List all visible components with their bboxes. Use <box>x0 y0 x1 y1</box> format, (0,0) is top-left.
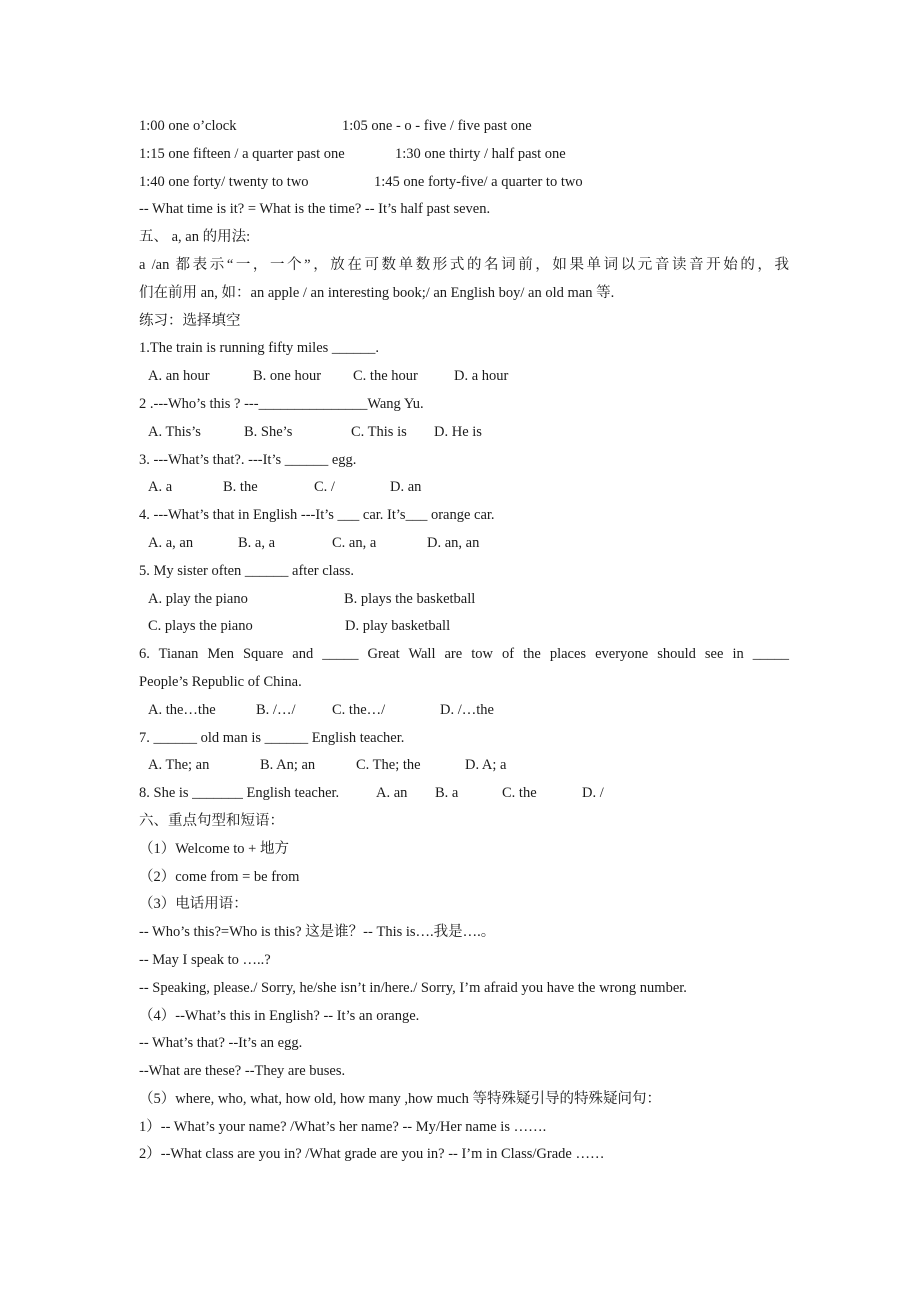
exercise-title: 练习：选择填空 <box>139 312 241 329</box>
question-1: 1.The train is running fifty miles ______. <box>139 340 380 357</box>
question-2: 2 .---Who’s this ? ---_______________Wang Yu. <box>139 395 424 412</box>
question-6-line-1: 6. Tianan Men Square and _____ Great Wall are tow of the places everyone should see in _____ <box>139 646 789 663</box>
option-b: B. An; an <box>260 757 316 774</box>
question-4: 4. ---What’s that in English ---It’s ___ car. It’s___ orange car. <box>139 507 495 524</box>
option-d: D. play basketball <box>345 618 451 635</box>
option-b: B. the <box>223 479 258 496</box>
option-a: A. a <box>148 479 173 496</box>
option-c: C. the hour <box>353 368 418 385</box>
option-d: D. He is <box>434 423 482 440</box>
phrase-line: 2）--What class are you in? /What grade are you in? -- I’m in Class/Grade …… <box>139 1146 605 1163</box>
question-3: 3. ---What’s that?. ---It’s ______ egg. <box>139 451 357 468</box>
option-b: B. one hour <box>253 368 322 385</box>
time-row-1 <box>139 113 789 141</box>
question-5: 5. My sister often ______ after class. <box>139 562 355 579</box>
option-c: C. the…/ <box>332 701 386 718</box>
document-page <box>139 113 789 1169</box>
phrase-line: （3）电话用语： <box>139 896 248 913</box>
option-b: B. a <box>435 785 459 802</box>
option-a: A. an hour <box>148 368 210 385</box>
phrase-line: -- Speaking, please./ Sorry, he/she isn’t in/here./ Sorry, I’m afraid you have the wrong number. <box>139 979 687 996</box>
phrase-line: （2）come from = be from <box>139 868 300 885</box>
question-7: 7. ______ old man is ______ English teacher. <box>139 729 405 746</box>
option-c: C. plays the piano <box>148 618 253 635</box>
question-4-options <box>139 530 789 558</box>
option-b: B. a, a <box>238 534 276 551</box>
option-b: B. /…/ <box>256 701 296 718</box>
phrase-line: --What are these? --They are buses. <box>139 1063 346 1080</box>
section-5-title: 五、 a, an 的用法: <box>139 229 251 246</box>
time-expression: 1:00 one o’clock <box>139 118 237 134</box>
option-d: D. / <box>582 785 604 802</box>
phrase-line: （4）--What’s this in English? -- It’s an orange. <box>139 1007 420 1024</box>
option-d: D. /…the <box>440 701 494 718</box>
phrase-line: -- May I speak to …..? <box>139 951 271 968</box>
question-7-options <box>139 752 789 780</box>
option-c: C. This is <box>351 423 407 440</box>
time-expression: 1:05 one - o - five / five past one <box>342 118 532 134</box>
option-d: D. a hour <box>454 368 509 385</box>
option-b: B. plays the basketball <box>344 590 476 607</box>
time-row-3 <box>139 169 789 197</box>
option-c: C. an, a <box>332 534 377 551</box>
time-expression: 1:15 one fifteen / a quarter past one <box>139 145 345 162</box>
section-5-text-line-2: 们在前用 an, 如：an apple / an interesting book;/ an English boy/ an old man 等. <box>139 284 615 301</box>
option-d: D. an, an <box>427 534 480 551</box>
time-question: -- What time is it? = What is the time? -- It’s half past seven. <box>139 201 491 218</box>
time-row-2 <box>139 141 789 169</box>
time-expression: 1:30 one thirty / half past one <box>395 145 566 162</box>
phrase-line: （1）Welcome to + 地方 <box>139 840 289 857</box>
phrase-line: -- What’s that? --It’s an egg. <box>139 1035 303 1052</box>
option-a: A. an <box>376 785 408 802</box>
option-a: A. the…the <box>148 701 216 718</box>
time-expression: 1:45 one forty-five/ a quarter to two <box>374 173 583 190</box>
section-5-text-line-1: a /an 都表示“一，一个”，放在可数单数形式的名词前，如果单词以元音读音开始的，我 <box>139 256 789 273</box>
option-a: A. play the piano <box>148 590 248 607</box>
option-d: D. an <box>390 479 422 496</box>
option-d: D. A; a <box>465 757 507 774</box>
section-6-title: 六、重点句型和短语： <box>139 812 284 829</box>
question-5-options-row-2 <box>139 613 789 641</box>
option-a: A. The; an <box>148 757 210 774</box>
option-b: B. She’s <box>244 423 293 440</box>
question-6-options <box>139 697 789 725</box>
question-1-options <box>139 363 789 391</box>
option-c: C. / <box>314 479 335 496</box>
phrase-line: （5）where, who, what, how old, how many ,how much 等特殊疑引导的特殊疑问句： <box>139 1090 661 1107</box>
time-expression: 1:40 one forty/ twenty to two <box>139 173 309 190</box>
phrase-line: 1）-- What’s your name? /What’s her name? -- My/Her name is ……. <box>139 1118 547 1135</box>
phrase-line: -- Who’s this?=Who is this? 这是谁？-- This is….我是….。 <box>139 924 496 941</box>
option-a: A. This’s <box>148 423 201 440</box>
question-6-line-2: People’s Republic of China. <box>139 673 302 690</box>
question-5-options-row-1 <box>139 586 789 614</box>
option-a: A. a, an <box>148 534 194 551</box>
question-2-options <box>139 419 789 447</box>
question-8-text: 8. She is _______ English teacher. <box>139 785 340 802</box>
option-c: C. The; the <box>356 757 421 774</box>
question-8 <box>139 780 789 808</box>
question-3-options <box>139 474 789 502</box>
option-c: C. the <box>502 785 537 802</box>
